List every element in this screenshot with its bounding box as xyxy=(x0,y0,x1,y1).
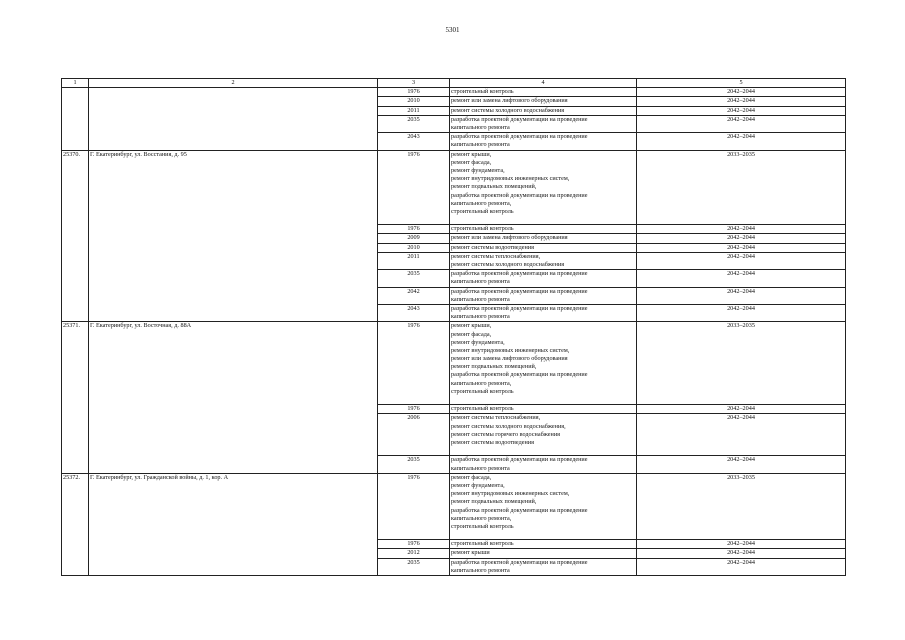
work-type-cell xyxy=(450,133,637,150)
work-line: ремонт крыши, xyxy=(451,150,492,158)
table-row xyxy=(62,322,846,405)
period-cell: 2042–2044 xyxy=(637,414,846,456)
work-type-cell xyxy=(450,414,637,456)
work-line: ремонт системы теплоснабжения, xyxy=(451,414,541,422)
work-type-cell xyxy=(450,115,637,132)
object-address xyxy=(89,88,378,150)
work-type-cell xyxy=(450,549,637,558)
period-cell: 2033–2035 xyxy=(637,473,846,540)
work-line: ремонт фасада, xyxy=(451,158,492,166)
year-cell: 2043 xyxy=(378,304,450,321)
year-cell: 2011 xyxy=(378,106,450,115)
work-line: разработка проектной документации на проведение xyxy=(451,456,588,464)
work-line: ремонт внутридомовых инженерных систем, xyxy=(451,490,570,498)
work-line: строительный контроль xyxy=(451,522,514,530)
work-type-cell xyxy=(450,97,637,106)
page-number: 5301 xyxy=(445,26,460,34)
work-line: ремонт системы холодного водоснабжения, xyxy=(451,422,566,430)
work-type-cell xyxy=(450,558,637,575)
work-line: капитального ремонта xyxy=(451,124,510,131)
period-cell: 2042–2044 xyxy=(637,549,846,558)
work-type-cell xyxy=(450,225,637,234)
header-col-3: 3 xyxy=(378,79,450,88)
work-line: ремонт фундамента, xyxy=(451,481,505,489)
work-line: разработка проектной документации на проведение xyxy=(451,270,588,278)
year-cell: 2035 xyxy=(378,115,450,132)
period-cell: 2042–2044 xyxy=(637,225,846,234)
work-line: ремонт подвальных помещений, xyxy=(451,183,537,191)
header-col-5: 5 xyxy=(637,79,846,88)
work-line xyxy=(451,447,635,455)
year-cell: 2009 xyxy=(378,234,450,243)
period-cell: 2042–2044 xyxy=(637,88,846,97)
work-line: ремонт подвальных помещений, xyxy=(451,498,537,506)
work-line: ремонт системы теплоснабжения, xyxy=(451,252,541,260)
work-line: строительный контроль xyxy=(451,225,514,233)
year-cell: 2010 xyxy=(378,243,450,252)
work-line: разработка проектной документации на проведение xyxy=(451,506,588,514)
work-type-cell xyxy=(450,252,637,269)
object-number: 25371. xyxy=(62,322,89,473)
object-number: 25370. xyxy=(62,150,89,322)
work-line: ремонт системы горячего водоснабжения xyxy=(451,430,560,438)
period-cell: 2033–2035 xyxy=(637,150,846,225)
year-cell: 1976 xyxy=(378,88,450,97)
object-address: Г. Екатеринбург, ул. Восстания, д. 95 xyxy=(89,150,378,322)
period-cell: 2042–2044 xyxy=(637,252,846,269)
work-line: ремонт крыши xyxy=(451,549,490,557)
work-line: ремонт системы холодного водоснабжения xyxy=(451,106,565,114)
year-cell: 2006 xyxy=(378,414,450,456)
work-line: строительный контроль xyxy=(451,207,514,215)
work-type-cell xyxy=(450,234,637,243)
work-type-cell xyxy=(450,540,637,549)
period-cell: 2033–2035 xyxy=(637,322,846,405)
year-cell: 1976 xyxy=(378,150,450,225)
period-cell: 2042–2044 xyxy=(637,304,846,321)
work-line: ремонт или замена лифтового оборудования xyxy=(451,234,568,242)
period-cell: 2042–2044 xyxy=(637,287,846,304)
work-line: ремонт фасада, xyxy=(451,473,492,481)
work-line: ремонт фундамента, xyxy=(451,338,505,346)
work-type-cell xyxy=(450,270,637,287)
period-cell: 2042–2044 xyxy=(637,97,846,106)
table-row xyxy=(62,473,846,540)
work-type-cell xyxy=(450,150,637,225)
period-cell: 2042–2044 xyxy=(637,115,846,132)
year-cell: 1976 xyxy=(378,405,450,414)
work-type-cell xyxy=(450,456,637,473)
work-line: капитального ремонта xyxy=(451,566,510,574)
work-line: ремонт внутридомовых инженерных систем, xyxy=(451,175,570,183)
work-line: ремонт или замена лифтового оборудования xyxy=(451,97,568,105)
work-type-cell xyxy=(450,304,637,321)
year-cell: 1976 xyxy=(378,473,450,540)
work-line: разработка проектной документации на проведение xyxy=(451,287,588,295)
table-body xyxy=(62,79,846,576)
period-cell: 2042–2044 xyxy=(637,270,846,287)
year-cell: 2010 xyxy=(378,97,450,106)
work-line: капитального ремонта, xyxy=(451,379,512,387)
header-col-2: 2 xyxy=(89,79,378,88)
header-row xyxy=(62,79,846,88)
work-line: ремонт или замена лифтового оборудования xyxy=(451,355,568,363)
work-line: разработка проектной документации на проведение xyxy=(451,371,588,379)
work-type-cell xyxy=(450,287,637,304)
work-line: ремонт фундамента, xyxy=(451,166,505,174)
work-line xyxy=(451,531,635,539)
work-type-cell xyxy=(450,405,637,414)
work-line: разработка проектной документации на проведение xyxy=(451,191,588,199)
period-cell: 2042–2044 xyxy=(637,456,846,473)
header-col-1: 1 xyxy=(62,79,89,88)
work-line: строительный контроль xyxy=(451,387,514,395)
object-address: Г. Екатеринбург, ул. Гражданской войны, д. 1, кор. А xyxy=(89,473,378,575)
work-line: капитального ремонта xyxy=(451,141,510,149)
period-cell: 2042–2044 xyxy=(637,540,846,549)
work-type-cell xyxy=(450,88,637,97)
year-cell: 2011 xyxy=(378,252,450,269)
work-type-cell xyxy=(450,322,637,405)
work-line: строительный контроль xyxy=(451,540,514,548)
work-line: капитального ремонта xyxy=(451,464,510,472)
year-cell: 2043 xyxy=(378,133,450,150)
period-cell: 2042–2044 xyxy=(637,558,846,575)
work-line: ремонт системы водоотведения xyxy=(451,439,534,446)
year-cell: 2042 xyxy=(378,287,450,304)
work-line: ремонт подвальных помещений, xyxy=(451,363,537,371)
work-line: капитального ремонта xyxy=(451,295,510,303)
work-line: строительный контроль xyxy=(451,88,514,96)
work-line: капитального ремонта xyxy=(451,278,510,286)
work-line: капитального ремонта xyxy=(451,313,510,321)
period-cell: 2042–2044 xyxy=(637,243,846,252)
year-cell: 2035 xyxy=(378,456,450,473)
work-line: разработка проектной документации на проведение xyxy=(451,133,588,141)
work-line: разработка проектной документации на проведение xyxy=(451,304,588,312)
work-type-cell xyxy=(450,106,637,115)
work-line: ремонт системы холодного водоснабжения xyxy=(451,261,565,269)
work-line xyxy=(451,216,635,224)
work-line: ремонт системы водоотведения xyxy=(451,243,534,251)
work-line: ремонт фасада, xyxy=(451,330,492,338)
work-line: строительный контроль xyxy=(451,405,514,413)
object-number: 25372. xyxy=(62,473,89,575)
header-col-4: 4 xyxy=(450,79,637,88)
work-line: разработка проектной документации на проведение xyxy=(451,115,588,123)
period-cell: 2042–2044 xyxy=(637,234,846,243)
work-type-cell xyxy=(450,473,637,540)
work-line: разработка проектной документации на проведение xyxy=(451,558,588,566)
year-cell: 2035 xyxy=(378,558,450,575)
work-line: ремонт крыши, xyxy=(451,322,492,330)
table-row xyxy=(62,150,846,225)
work-line: капитального ремонта, xyxy=(451,199,512,207)
object-address: Г. Екатеринбург, ул. Восточная, д. 88А xyxy=(89,322,378,473)
capital-repair-table xyxy=(61,78,846,576)
period-cell: 2042–2044 xyxy=(637,133,846,150)
year-cell: 1976 xyxy=(378,540,450,549)
work-line: капитального ремонта, xyxy=(451,514,512,522)
year-cell: 2012 xyxy=(378,549,450,558)
year-cell: 2035 xyxy=(378,270,450,287)
period-cell: 2042–2044 xyxy=(637,106,846,115)
table-row xyxy=(62,88,846,97)
work-line xyxy=(451,396,635,404)
period-cell: 2042–2044 xyxy=(637,405,846,414)
object-number xyxy=(62,88,89,150)
work-line: ремонт внутридомовых инженерных систем, xyxy=(451,346,570,354)
year-cell: 1976 xyxy=(378,322,450,405)
work-type-cell xyxy=(450,243,637,252)
year-cell: 1976 xyxy=(378,225,450,234)
